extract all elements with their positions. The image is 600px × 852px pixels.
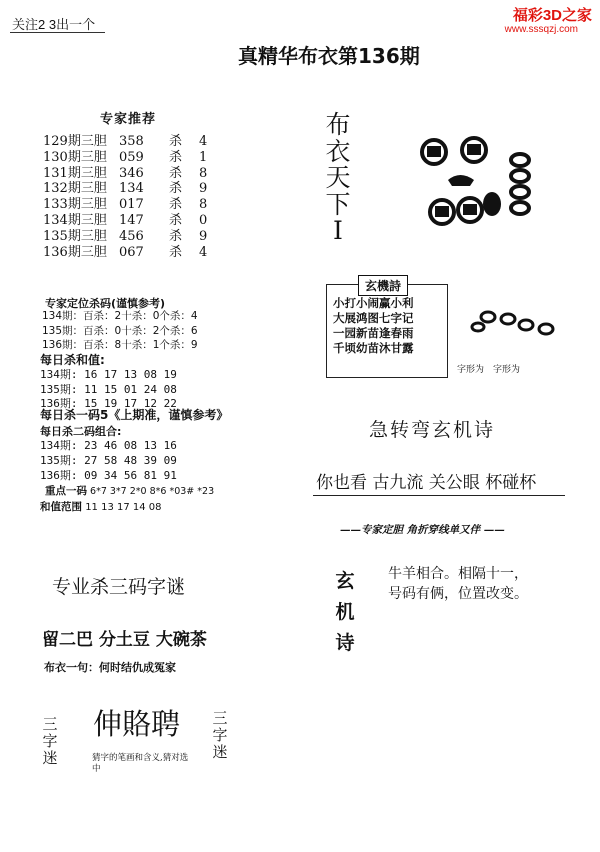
top-note: 关注2 3出一个 bbox=[12, 17, 96, 32]
kill-label: 杀 bbox=[169, 165, 183, 181]
recommendation-row bbox=[43, 229, 207, 245]
riddle-answer: 留二巴 分土豆 大碗茶 bbox=[42, 630, 207, 650]
kill-label: 杀 bbox=[169, 134, 183, 149]
sum-value-kill-heading: 每日杀和值: bbox=[40, 353, 105, 367]
three-digits: 358 bbox=[119, 134, 144, 149]
recommendation-row bbox=[43, 245, 207, 261]
sum-value-row: 136期: 15 19 17 12 22 bbox=[40, 397, 177, 410]
poem-lines bbox=[333, 296, 414, 356]
coin-icon bbox=[422, 140, 446, 164]
kill-label: 杀 bbox=[169, 181, 183, 197]
three-digits: 147 bbox=[119, 212, 144, 228]
period-label: 130期三胆 bbox=[43, 149, 107, 165]
period-label: 131期三胆 bbox=[43, 165, 107, 181]
key-point-values: 6*7 3*7 2*0 8*6 *03# *23 bbox=[90, 486, 215, 497]
xuanji-vertical-label: 玄机诗 bbox=[335, 570, 355, 654]
top-note-underline bbox=[10, 32, 105, 33]
kill-digit: 4 bbox=[199, 244, 208, 260]
coin-icon bbox=[519, 320, 533, 330]
key-point bbox=[45, 483, 214, 498]
site-url[interactable]: www.sssqzj.com bbox=[504, 24, 578, 35]
period-label: 129期三胆 bbox=[43, 134, 107, 149]
clue-underline bbox=[313, 495, 565, 496]
money-bag-icon bbox=[483, 192, 501, 216]
recommendation-row bbox=[43, 197, 207, 213]
poem-box-label: 玄機詩 bbox=[358, 275, 408, 296]
pair-kill-row: 134期: 23 46 08 13 16 bbox=[40, 439, 177, 452]
coins-illustration-small bbox=[468, 295, 558, 345]
key-point-label: 重点一码 bbox=[45, 485, 87, 497]
sum-value-row: 134期: 16 17 13 08 19 bbox=[40, 368, 177, 381]
position-kill-row: 134期：百杀：2十杀：0个杀：4 bbox=[42, 310, 198, 322]
recommendation-row bbox=[43, 150, 207, 166]
expert-note: ——专家定胆 角折穿线单又伴 —— bbox=[340, 524, 505, 536]
three-digits: 346 bbox=[119, 165, 144, 181]
position-kill-row: 135期：百杀：0十杀：2个杀：6 bbox=[42, 324, 198, 337]
poem-line: 大展鸿图七字记 bbox=[333, 311, 414, 325]
sum-value-row: 135期: 11 15 01 24 08 bbox=[40, 382, 177, 396]
daily-kill-one-heading: 每日杀一码5《上期准，谨慎参考》 bbox=[40, 408, 229, 422]
clue-line: 你也看 古九流 关公眼 杯碰杯 bbox=[316, 473, 537, 493]
expert-recommendation-table bbox=[43, 134, 207, 260]
pair-kill-row: 136期: 09 34 56 81 91 bbox=[40, 469, 177, 482]
expert-recommendation-heading: 专家推荐 bbox=[100, 112, 157, 127]
xuanji-line: 牛羊相合。相隔十一， bbox=[388, 566, 528, 582]
kill-digit: 9 bbox=[199, 228, 208, 244]
sum-range-label: 和值范围 bbox=[40, 501, 82, 513]
poem-line: 千顷幼苗沐甘露 bbox=[333, 341, 414, 355]
xuanji-line: 号码有俩，位置改变。 bbox=[388, 586, 528, 602]
recommendation-row bbox=[43, 134, 207, 150]
vertical-label-left: 三字迷 bbox=[42, 715, 58, 767]
three-digits: 456 bbox=[119, 228, 144, 244]
coin-icon bbox=[462, 138, 486, 162]
kill-label: 杀 bbox=[169, 244, 183, 260]
sum-value-kill-list bbox=[40, 368, 177, 412]
kill-digit: 8 bbox=[199, 165, 208, 181]
riddle-big-characters: 伸賂聘 bbox=[93, 707, 181, 741]
period-label: 132期三胆 bbox=[43, 181, 107, 197]
xuanji-poem bbox=[388, 564, 528, 604]
kill-label: 杀 bbox=[169, 197, 183, 213]
three-digits: 067 bbox=[119, 244, 144, 260]
coin-icon bbox=[501, 314, 515, 324]
pair-kill-list bbox=[40, 438, 177, 483]
coin-icon bbox=[481, 312, 495, 322]
three-digits: 134 bbox=[119, 181, 144, 197]
three-digits: 059 bbox=[119, 149, 144, 165]
pair-kill-heading: 每日杀二码组合: bbox=[40, 425, 122, 438]
kill-digit: 8 bbox=[199, 197, 208, 213]
poem-line: 一园新苗逢春雨 bbox=[333, 326, 414, 340]
kill-digit: 1 bbox=[199, 149, 208, 165]
page-title: 真精华布衣第136期 bbox=[238, 44, 420, 68]
riddle-title: 专业杀三码字谜 bbox=[52, 576, 186, 598]
period-label: 133期三胆 bbox=[43, 197, 107, 213]
poem-line: 小打小闹赢小利 bbox=[333, 296, 414, 310]
kill-digit: 9 bbox=[199, 181, 208, 197]
position-kill-row: 136期：百杀：8十杀：1个杀：9 bbox=[42, 339, 198, 351]
kill-label: 杀 bbox=[169, 212, 183, 228]
coin-icon bbox=[458, 198, 482, 222]
brain-teaser-poem-title: 急转弯玄机诗 bbox=[369, 419, 496, 441]
recommendation-row bbox=[43, 181, 207, 197]
period-label: 136期三胆 bbox=[43, 244, 107, 260]
site-logo[interactable]: 福彩3D之家 bbox=[512, 7, 592, 24]
period-label: 134期三胆 bbox=[43, 212, 107, 228]
buyi-vertical-title: 布衣天下I bbox=[325, 110, 351, 245]
pair-kill-row: 135期: 27 58 48 39 09 bbox=[40, 454, 177, 467]
recommendation-row bbox=[43, 166, 207, 182]
sum-range-values: 11 13 17 14 08 bbox=[85, 502, 162, 513]
coin-icon bbox=[472, 323, 484, 331]
coin-icon bbox=[539, 324, 553, 334]
kill-label: 杀 bbox=[169, 149, 183, 165]
ingot-icon bbox=[448, 175, 474, 186]
riddle-hint: 猜字的笔画和含义,猜对选中 bbox=[92, 753, 189, 774]
position-kill-heading: 专家定位杀码(谨慎参考) bbox=[45, 297, 166, 310]
position-kill-list bbox=[42, 309, 198, 353]
kill-digit: 4 bbox=[199, 134, 208, 149]
coins-illustration bbox=[412, 132, 542, 242]
recommendation-row bbox=[43, 213, 207, 229]
coin-stack-icon bbox=[511, 154, 529, 214]
kill-label: 杀 bbox=[169, 228, 183, 244]
vertical-label-right: 三字迷 bbox=[212, 709, 228, 761]
kill-digit: 0 bbox=[199, 212, 208, 228]
three-digits: 017 bbox=[119, 197, 144, 213]
shape-labels: 字形为 字形为 bbox=[457, 365, 521, 375]
sum-range bbox=[40, 499, 162, 514]
coin-icon bbox=[430, 200, 454, 224]
period-label: 135期三胆 bbox=[43, 228, 107, 244]
buyi-line: 布衣一句：何时结仇成冤家 bbox=[44, 661, 176, 674]
